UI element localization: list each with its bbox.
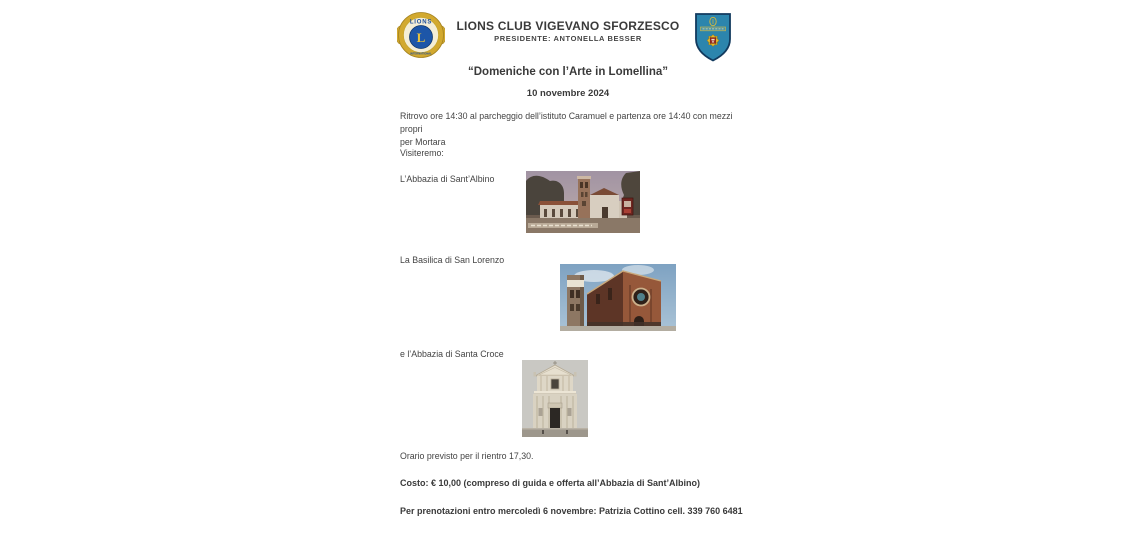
lions-sub-label: INTERNATIONAL: [410, 52, 432, 56]
return-info: Orario previsto per il rientro 17,30.: [400, 451, 534, 461]
baroque-church-facade-photo-illustration: [522, 360, 588, 437]
cost-info: Costo: € 10,00 (compreso di guida e offerta all’Abbazia di Sant’Albino): [400, 478, 701, 488]
club-crest-shield: [693, 12, 733, 63]
lions-word-label: LIONS: [409, 19, 433, 26]
president-line: PRESIDENTE: ANTONELLA BESSER: [494, 34, 642, 43]
brick-basilica-photo-illustration: [560, 264, 676, 331]
stop-label-sant-albino: L’Abbazia di Sant’Albino: [400, 174, 495, 184]
basilica-san-lorenzo-photo: [560, 264, 676, 331]
meeting-info: [400, 110, 750, 149]
abbazia-santa-croce-photo: [522, 360, 588, 437]
shield-icon: [693, 12, 733, 63]
meeting-info-line-1: Ritrovo ore 14:30 al parcheggio dell’istituto Caramuel e partenza ore 14:40 con mezzi propri: [400, 111, 733, 134]
visit-intro: Visiteremo:: [400, 148, 444, 158]
event-title: “Domeniche con l’Arte in Lomellina”: [467, 66, 668, 78]
club-name: LIONS CLUB VIGEVANO SFORZESCO: [456, 19, 680, 33]
stop-label-san-lorenzo: La Basilica di San Lorenzo: [400, 255, 505, 265]
booking-info: Per prenotazioni entro mercoledì 6 novembre: Patrizia Cottino cell. 339 760 6481: [400, 506, 743, 516]
abbey-bell-tower-photo-illustration: [526, 171, 640, 233]
stop-label-santa-croce: e l’Abbazia di Santa Croce: [400, 349, 504, 359]
meeting-info-line-2: per Mortara: [400, 137, 446, 147]
abbazia-sant-albino-photo: [526, 171, 640, 233]
lions-letter-label: L: [416, 30, 426, 45]
event-date: 10 novembre 2024: [526, 88, 610, 99]
